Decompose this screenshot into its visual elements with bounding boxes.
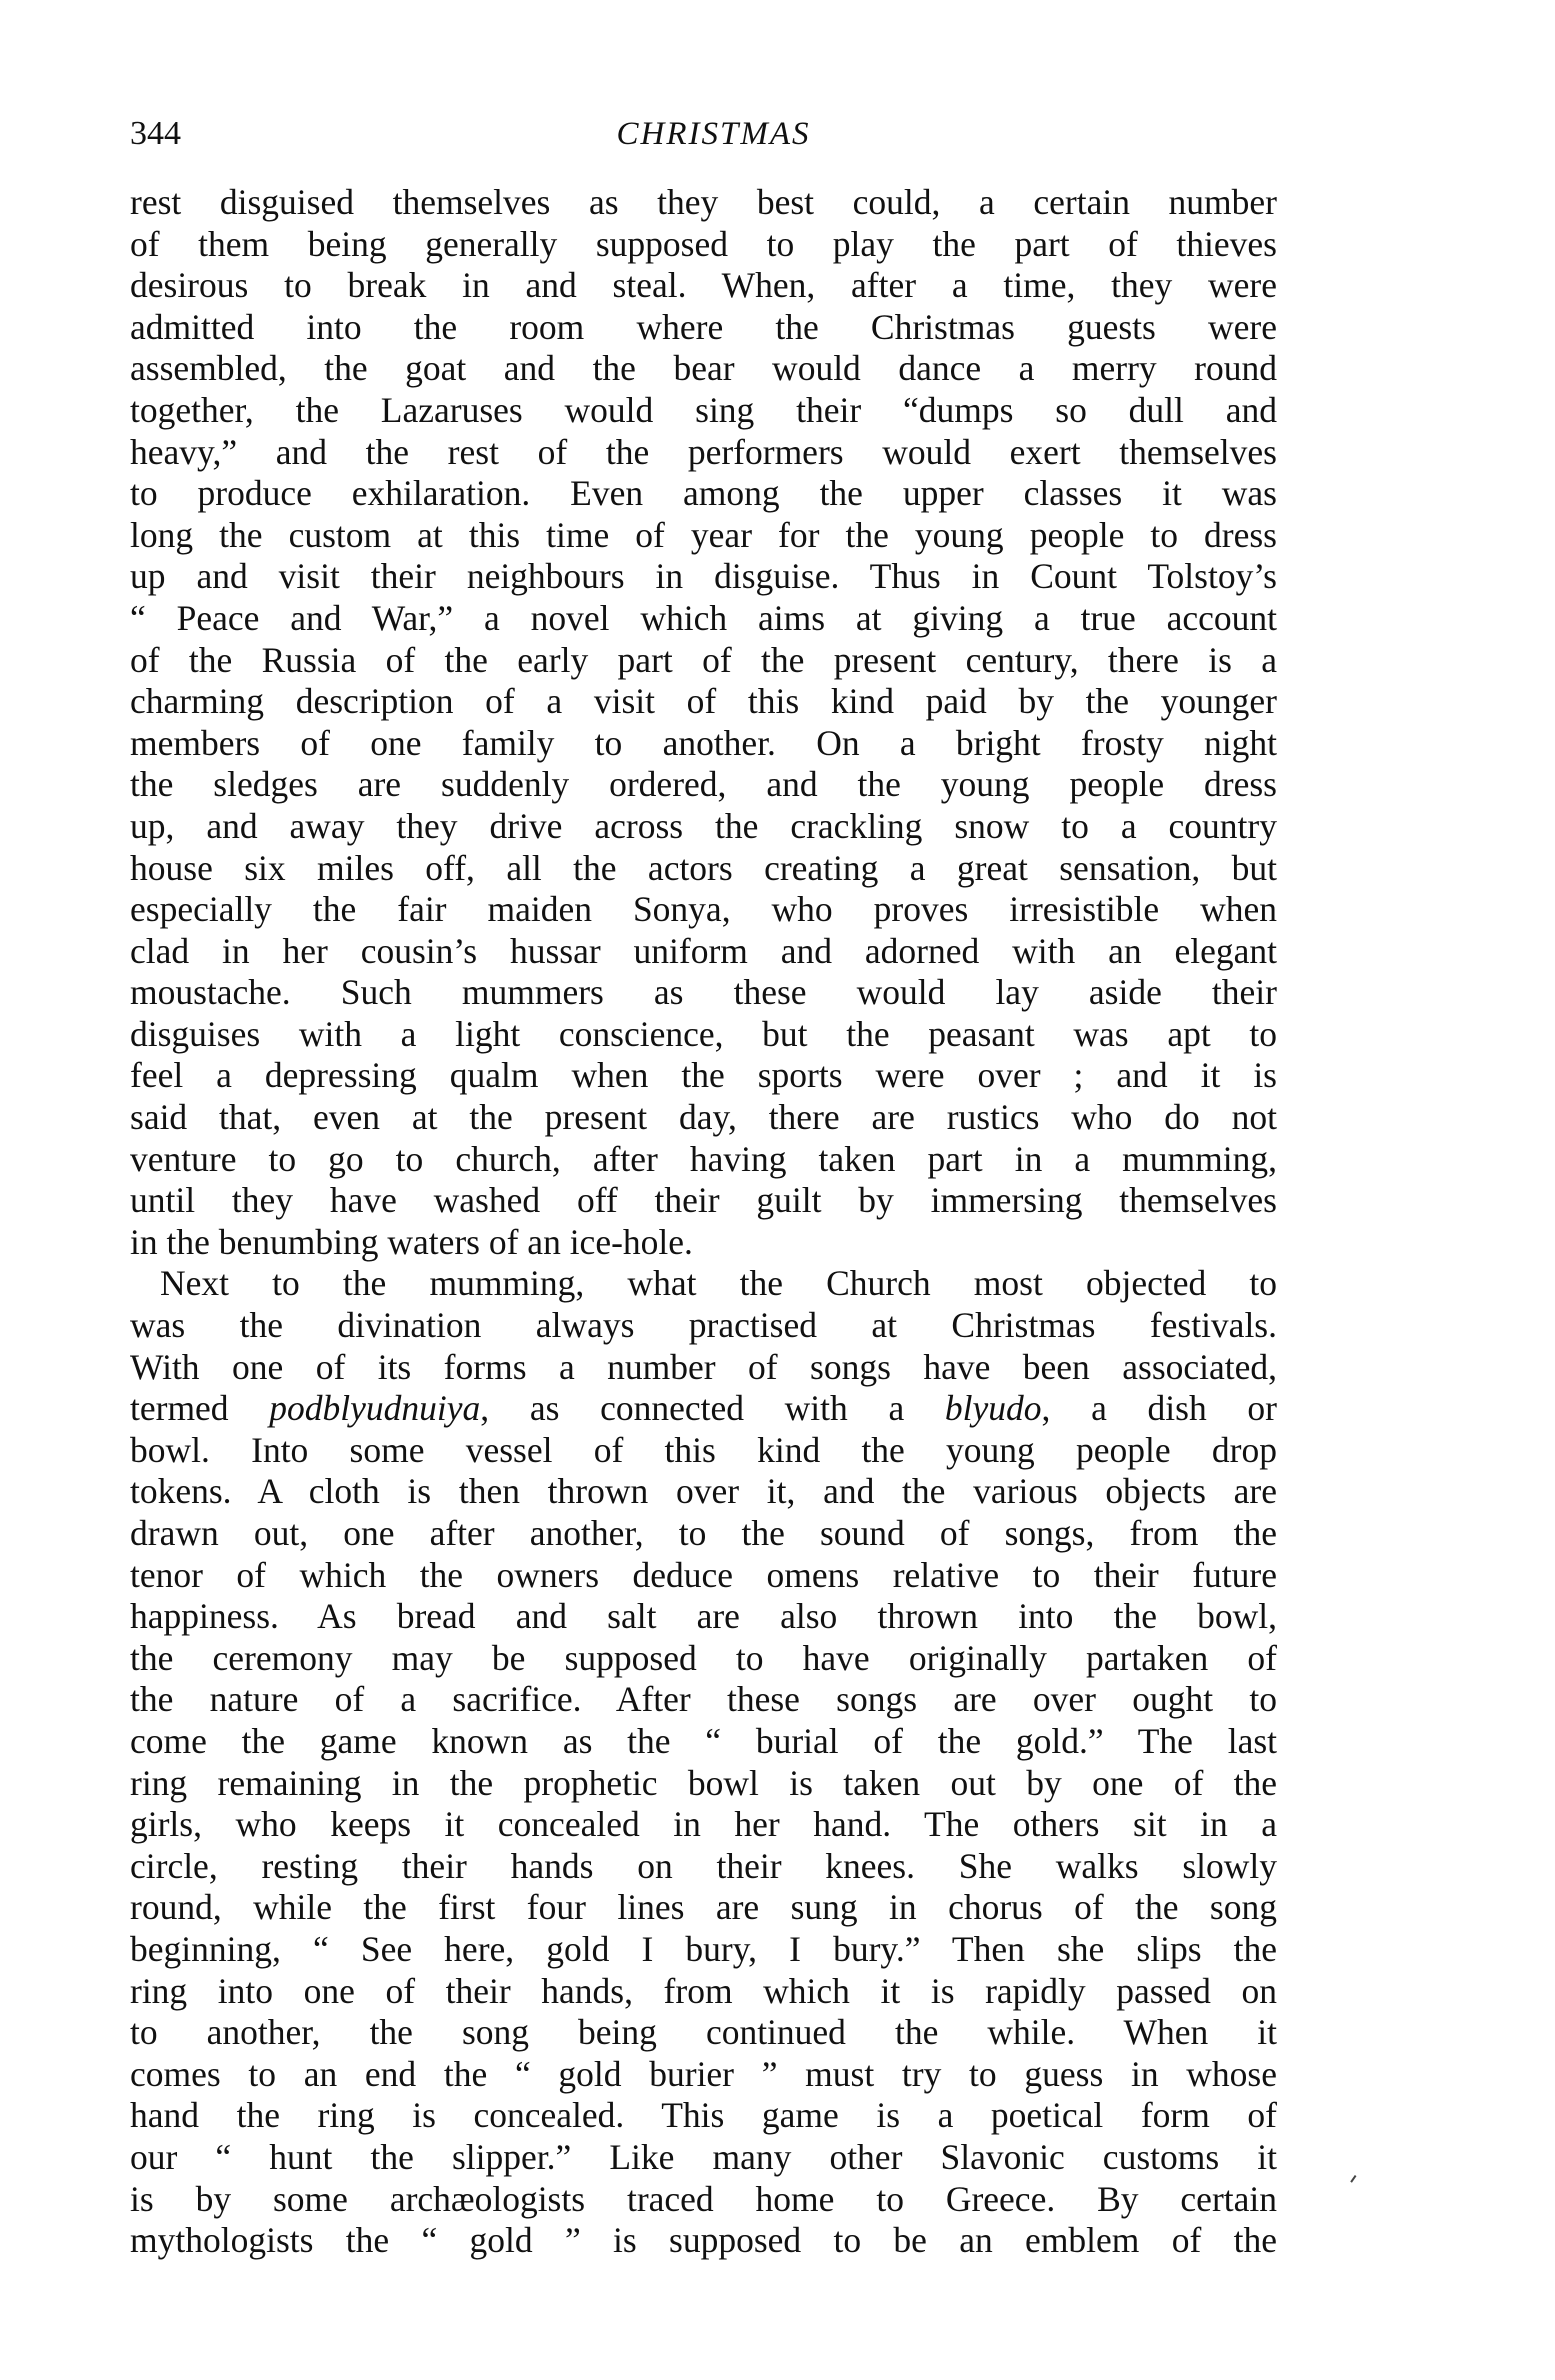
text-line: up and visit their neighbours in disguise. Thus in Count Tolstoy’s [130, 556, 1277, 597]
text-line: girls, who keeps it concealed in her hand. The others sit in a [130, 1804, 1277, 1845]
text-line: members of one family to another. On a bright frosty night [130, 722, 1277, 763]
text-line: venture to go to church, after having taken part in a mumming, [130, 1138, 1277, 1179]
stray-mark [1350, 2175, 1360, 2185]
text-line: moustache. Such mummers as these would lay aside their [130, 972, 1277, 1013]
text-line: desirous to break in and steal. When, after a time, they were [130, 265, 1277, 306]
text-segment: termed [130, 1388, 270, 1429]
text-line: drawn out, one after another, to the sound of songs, from the [130, 1513, 1277, 1553]
text-line: clad in her cousin’s hussar uniform and adorned with an elegant [130, 930, 1277, 971]
text-line: comes to an end the “ gold burier ” must try to guess in whose [130, 2053, 1277, 2094]
text-segment: , as connected with a [480, 1388, 945, 1429]
text-line: our “ hunt the slipper.” Like many other Slavonic customs it [130, 2136, 1277, 2177]
text-line: tenor of which the owners deduce omens relative to their future [130, 1554, 1277, 1595]
text-line: heavy,” and the rest of the performers would exert themselves [130, 431, 1277, 472]
text-line: With one of its forms a number of songs have been associated, [130, 1346, 1277, 1387]
text-line: said that, even at the present day, there are rustics who do not [130, 1097, 1277, 1138]
text-line: beginning, “ See here, gold I bury, I bury.” Then she slips the [130, 1928, 1277, 1969]
text-line: ring into one of their hands, from which it is rapidly passed on [130, 1970, 1277, 2011]
text-line: round, while the first four lines are sung in chorus of the song [130, 1887, 1277, 1928]
text-line: feel a depressing qualm when the sports were over ; and it is [130, 1055, 1277, 1096]
text-line: ring remaining in the prophetic bowl is taken out by one of the [130, 1762, 1277, 1803]
text-segment: , a dish or [1041, 1388, 1277, 1429]
text-line: circle, resting their hands on their knees. She walks slowly [130, 1845, 1277, 1886]
text-line: admitted into the room where the Christmas guests were [130, 306, 1277, 347]
text-line: is by some archæologists traced home to Greece. By certain [130, 2178, 1277, 2219]
text-line: come the game known as the “ burial of the gold.” The last [130, 1720, 1277, 1761]
text-line [130, 1388, 1277, 1430]
text-line: of them being generally supposed to play the part of thieves [130, 223, 1277, 264]
text-line: “ Peace and War,” a novel which aims at giving a true account [130, 597, 1277, 638]
text-line: happiness. As bread and salt are also thrown into the bowl, [130, 1596, 1277, 1637]
text-line: up, and away they drive across the crackling snow to a country [130, 805, 1277, 846]
page-number: 344 [130, 115, 181, 152]
page-header [130, 112, 1277, 156]
text-line: long the custom at this time of year for the young people to dress [130, 514, 1277, 555]
italic-term: blyudo [944, 1388, 1042, 1429]
text-line: charming description of a visit of this kind paid by the younger [130, 681, 1277, 722]
text-line: the nature of a sacrifice. After these songs are over ought to [130, 1679, 1277, 1720]
text-line: hand the ring is concealed. This game is a poetical form of [130, 2095, 1277, 2136]
text-line: disguises with a light conscience, but the peasant was apt to [130, 1013, 1277, 1054]
text-line: mythologists the “ gold ” is supposed to be an emblem of the [130, 2220, 1277, 2261]
text-line: Next to the mumming, what the Church most objected to [160, 1263, 1277, 1304]
text-line: the sledges are suddenly ordered, and the young people dress [130, 764, 1277, 805]
italic-term: podblyudnuiya [269, 1388, 481, 1429]
text-line: house six miles off, all the actors creating a great sensation, but [130, 847, 1277, 888]
text-line: until they have washed off their guilt by immersing themselves [130, 1180, 1277, 1221]
body-text [130, 182, 1277, 2262]
text-line: of the Russia of the early part of the present century, there is a [130, 639, 1277, 680]
text-line: rest disguised themselves as they best could, a certain number [130, 182, 1277, 222]
running-head: CHRISTMAS [616, 116, 811, 152]
text-line: to another, the song being continued the while. When it [130, 2012, 1277, 2053]
text-line: bowl. Into some vessel of this kind the young people drop [130, 1429, 1277, 1470]
text-line: the ceremony may be supposed to have originally partaken of [130, 1637, 1277, 1678]
text-line: in the benumbing waters of an ice-hole. [130, 1221, 693, 1262]
text-line: especially the fair maiden Sonya, who proves irresistible when [130, 889, 1277, 930]
text-line: together, the Lazaruses would sing their “dumps so dull and [130, 389, 1277, 430]
text-line: was the divination always practised at Christmas festivals. [130, 1305, 1277, 1346]
text-line: to produce exhilaration. Even among the upper classes it was [130, 473, 1277, 514]
text-line: tokens. A cloth is then thrown over it, and the various objects are [130, 1471, 1277, 1512]
text-line: assembled, the goat and the bear would dance a merry round [130, 348, 1277, 389]
